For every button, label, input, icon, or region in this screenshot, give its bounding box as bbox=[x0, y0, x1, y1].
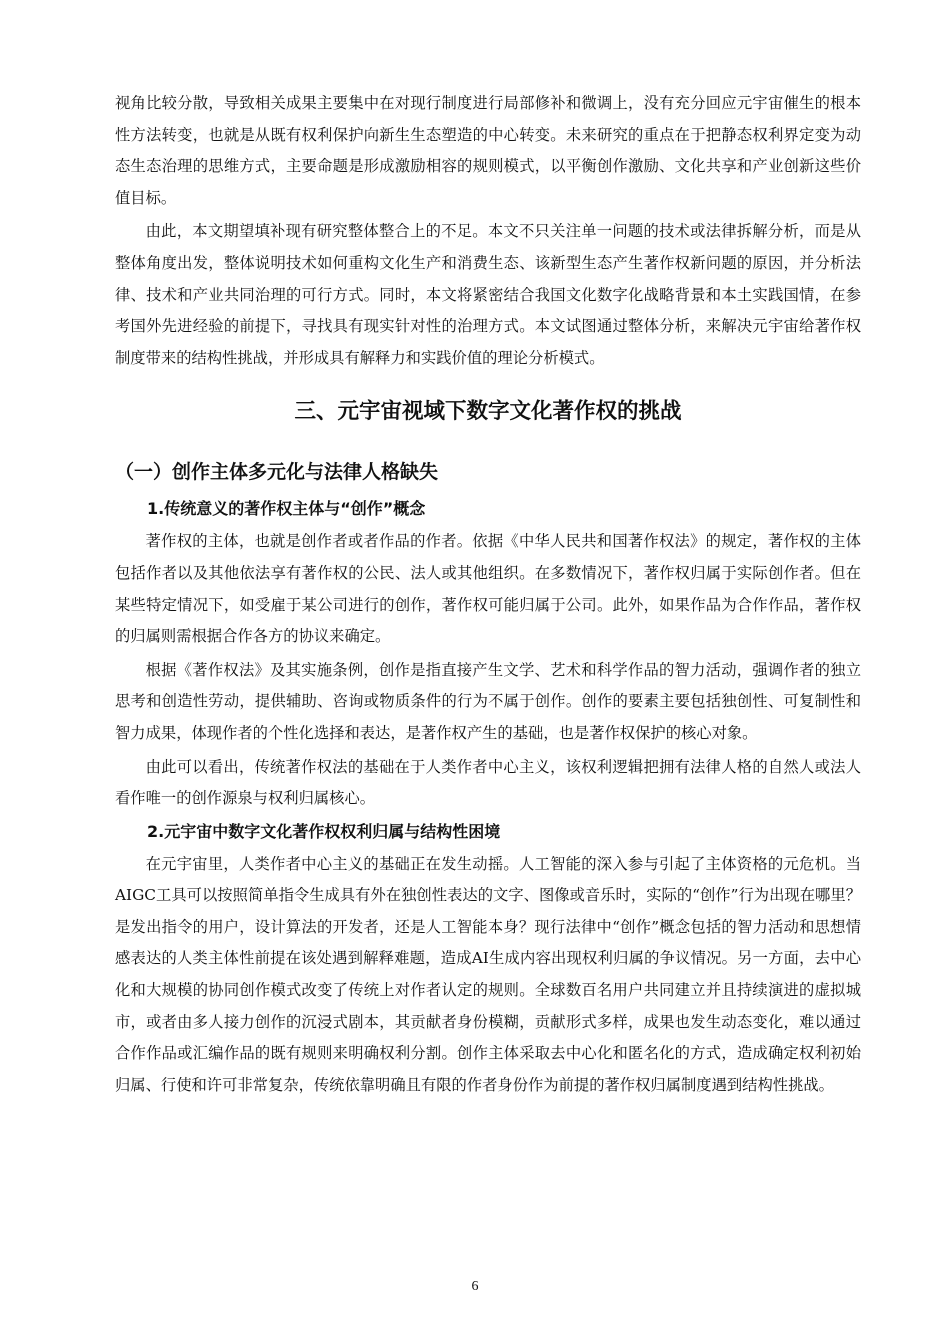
subsub-heading-1: 1.传统意义的著作权主体与“创作”概念 bbox=[147, 499, 426, 519]
sub-heading-1: （一）创作主体多元化与法律人格缺失 bbox=[115, 461, 439, 484]
page-number: 6 bbox=[471, 1279, 479, 1294]
paragraph-1: 视角比较分散，导致相关成果主要集中在对现行制度进行局部修补和微调上，没有充分回应元宇宙催生的根本性方法转变，也就是从既有权利保护向新生生态塑造的中心转变。未来研究的重点在于把静态权利界定变为动态生态治理的思维方式，主要命题是形成激励相容的规则模式，以平衡创作激励、文化共享和产业创新这些价值目标。 bbox=[115, 94, 861, 207]
subsub-heading-2: 2.元宇宙中数字文化著作权权利归属与结构性困境 bbox=[147, 821, 501, 841]
paragraph-6: 在元宇宙里，人类作者中心主义的基础正在发生动摇。人工智能的深入参与引起了主体资格的元危机。当AIGC工具可以按照简单指令生成具有外在独创性表达的文字、图像或音乐时，实际的“创作”行为出现在哪里？是发出指令的用户，设计算法的开发者，还是人工智能本身？现行法律中“创作”概念包括的智力活动和思想情感表达的人类主体性前提在该处遇到解释难题，造成AI生成内容出现权利归属的争议情况。另一方面，去中心化和大规模的协同创作模式改变了传统上对作者认定的规则。全球数百名用户共同建立并且持续演进的虚拟城市，或者由多人接力创作的沉浸式剧本，其贡献者身份模糊，贡献形式多样，成果也发生动态变化，难以通过合作作品或汇编作品的既有规则来明确权利分割。创作主体采取去中心化和匿名化的方式，造成确定权利初始归属、行使和许可非常复杂，传统依靠明确且有限的作者身份作为前提的著作权归属制度遇到结构性挑战。 bbox=[115, 854, 861, 1094]
section-heading-3: 三、元宇宙视域下数字文化著作权的挑战 bbox=[294, 399, 682, 425]
paragraph-3: 著作权的主体，也就是创作者或者作品的作者。依据《中华人民共和国著作权法》的规定，著作权的主体包括作者以及其他依法享有著作权的公民、法人或其他组织。在多数情况下，著作权归属于实际创作者。但在某些特定情况下，如受雇于某公司进行的创作，著作权可能归属于公司。此外，如果作品为合作作品，著作权的归属则需根据合作各方的协议来确定。 bbox=[115, 532, 861, 646]
paragraph-4: 根据《著作权法》及其实施条例，创作是指直接产生文学、艺术和科学作品的智力活动，强调作者的独立思考和创造性劳动，提供辅助、咨询或物质条件的行为不属于创作。创作的要素主要包括独创性、可复制性和智力成果，体现作者的个性化选择和表达，是著作权产生的基础，也是著作权保护的核心对象。 bbox=[115, 660, 861, 742]
paragraph-2: 由此，本文期望填补现有研究整体整合上的不足。本文不只关注单一问题的技术或法律拆解分析，而是从整体角度出发，整体说明技术如何重构文化生产和消费生态、该新型生态产生著作权新问题的原因，并分析法律、技术和产业共同治理的可行方式。同时，本文将紧密结合我国文化数字化战略背景和本土实践国情，在参考国外先进经验的前提下，寻找具有现实针对性的治理方式。本文试图通过整体分析，来解决元宇宙给著作权制度带来的结构性挑战，并形成具有解释力和实践价值的理论分析模式。 bbox=[115, 222, 861, 367]
paragraph-5: 由此可以看出，传统著作权法的基础在于人类作者中心主义，该权利逻辑把拥有法律人格的自然人或法人看作唯一的创作源泉与权利归属核心。 bbox=[115, 757, 861, 808]
document-body bbox=[115, 88, 861, 1101]
